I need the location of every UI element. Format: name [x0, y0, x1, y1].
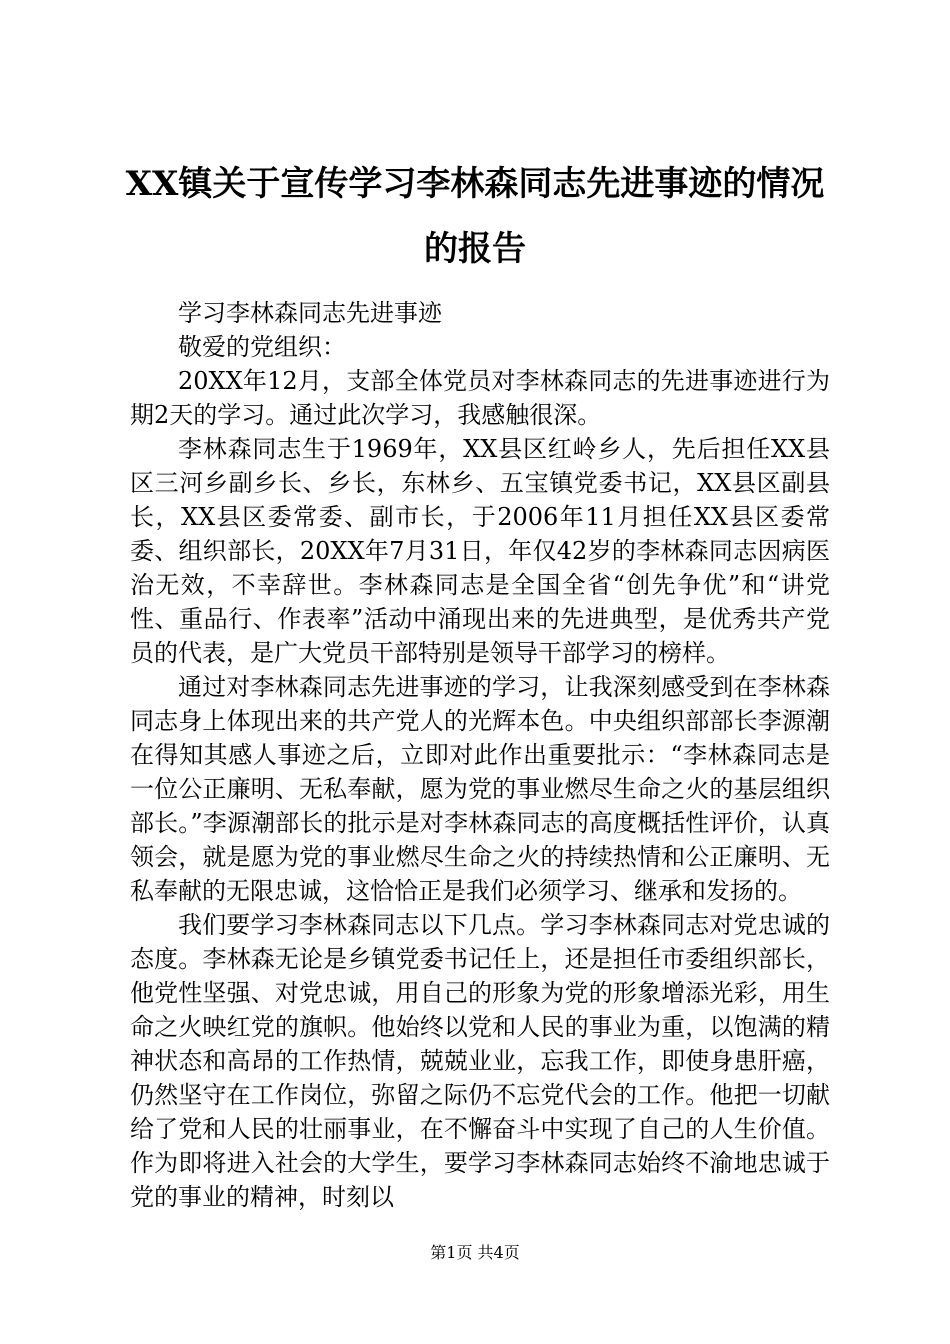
- paragraph-2: 李林森同志生于1969年，XX县区红岭乡人，先后担任XX县区三河乡副乡长、乡长，东林乡、五宝镇党委书记，XX县区副县长，XX县区委常委、副市长，于2006年11月担任XX县区委常委、组织部长，20XX年7月31日，年仅42岁的李林森同志因病医治无效，不幸辞世。李林森同志是全国全省“创先争优”和“讲党性、重品行、作表率”活动中涌现出来的先进典型，是优秀共产党员的代表，是广大党员干部特别是领导干部学习的榜样。: [130, 435, 830, 667]
- salutation: 敬爱的党组织：: [178, 333, 346, 361]
- document-subtitle: 学习李林森同志先进事迹: [178, 299, 442, 327]
- document-title: XX镇关于宣传学习李林森同志先进事迹的情况的报告: [125, 164, 825, 269]
- document-body: [130, 296, 830, 1214]
- page-footer: 第1页 共4页: [430, 1243, 520, 1262]
- paragraph-3: 通过对李林森同志先进事迹的学习，让我深刻感受到在李林森同志身上体现出来的共产党人的光辉本色。中央组织部部长李源潮在得知其感人事迹之后，立即对此作出重要批示：“李林森同志是一位公正廉明、无私奉献，愿为党的事业燃尽生命之火的基层组织部长。”李源潮部长的批示是对李林森同志的高度概括性评价，认真领会，就是愿为党的事业燃尽生命之火的持续热情和公正廉明、无私奉献的无限忠诚，这恰恰正是我们必须学习、继承和发扬的。: [130, 673, 830, 905]
- paragraph-1: 20XX年12月，支部全体党员对李林森同志的先进事迹进行为期2天的学习。通过此次学习，我感触很深。: [130, 367, 830, 429]
- paragraph-4: 我们要学习李林森同志以下几点。学习李林森同志对党忠诚的态度。李林森无论是乡镇党委书记任上，还是担任市委组织部长，他党性坚强、对党忠诚，用自己的形象为党的形象增添光彩，用生命之火映红党的旗帜。他始终以党和人民的事业为重，以饱满的精神状态和高昂的工作热情，兢兢业业，忘我工作，即使身患肝癌，仍然坚守在工作岗位，弥留之际仍不忘党代会的工作。他把一切献给了党和人民的壮丽事业，在不懈奋斗中实现了自己的人生价值。作为即将进入社会的大学生，要学习李林森同志始终不渝地忠诚于党的事业的精神，时刻以: [130, 911, 830, 1211]
